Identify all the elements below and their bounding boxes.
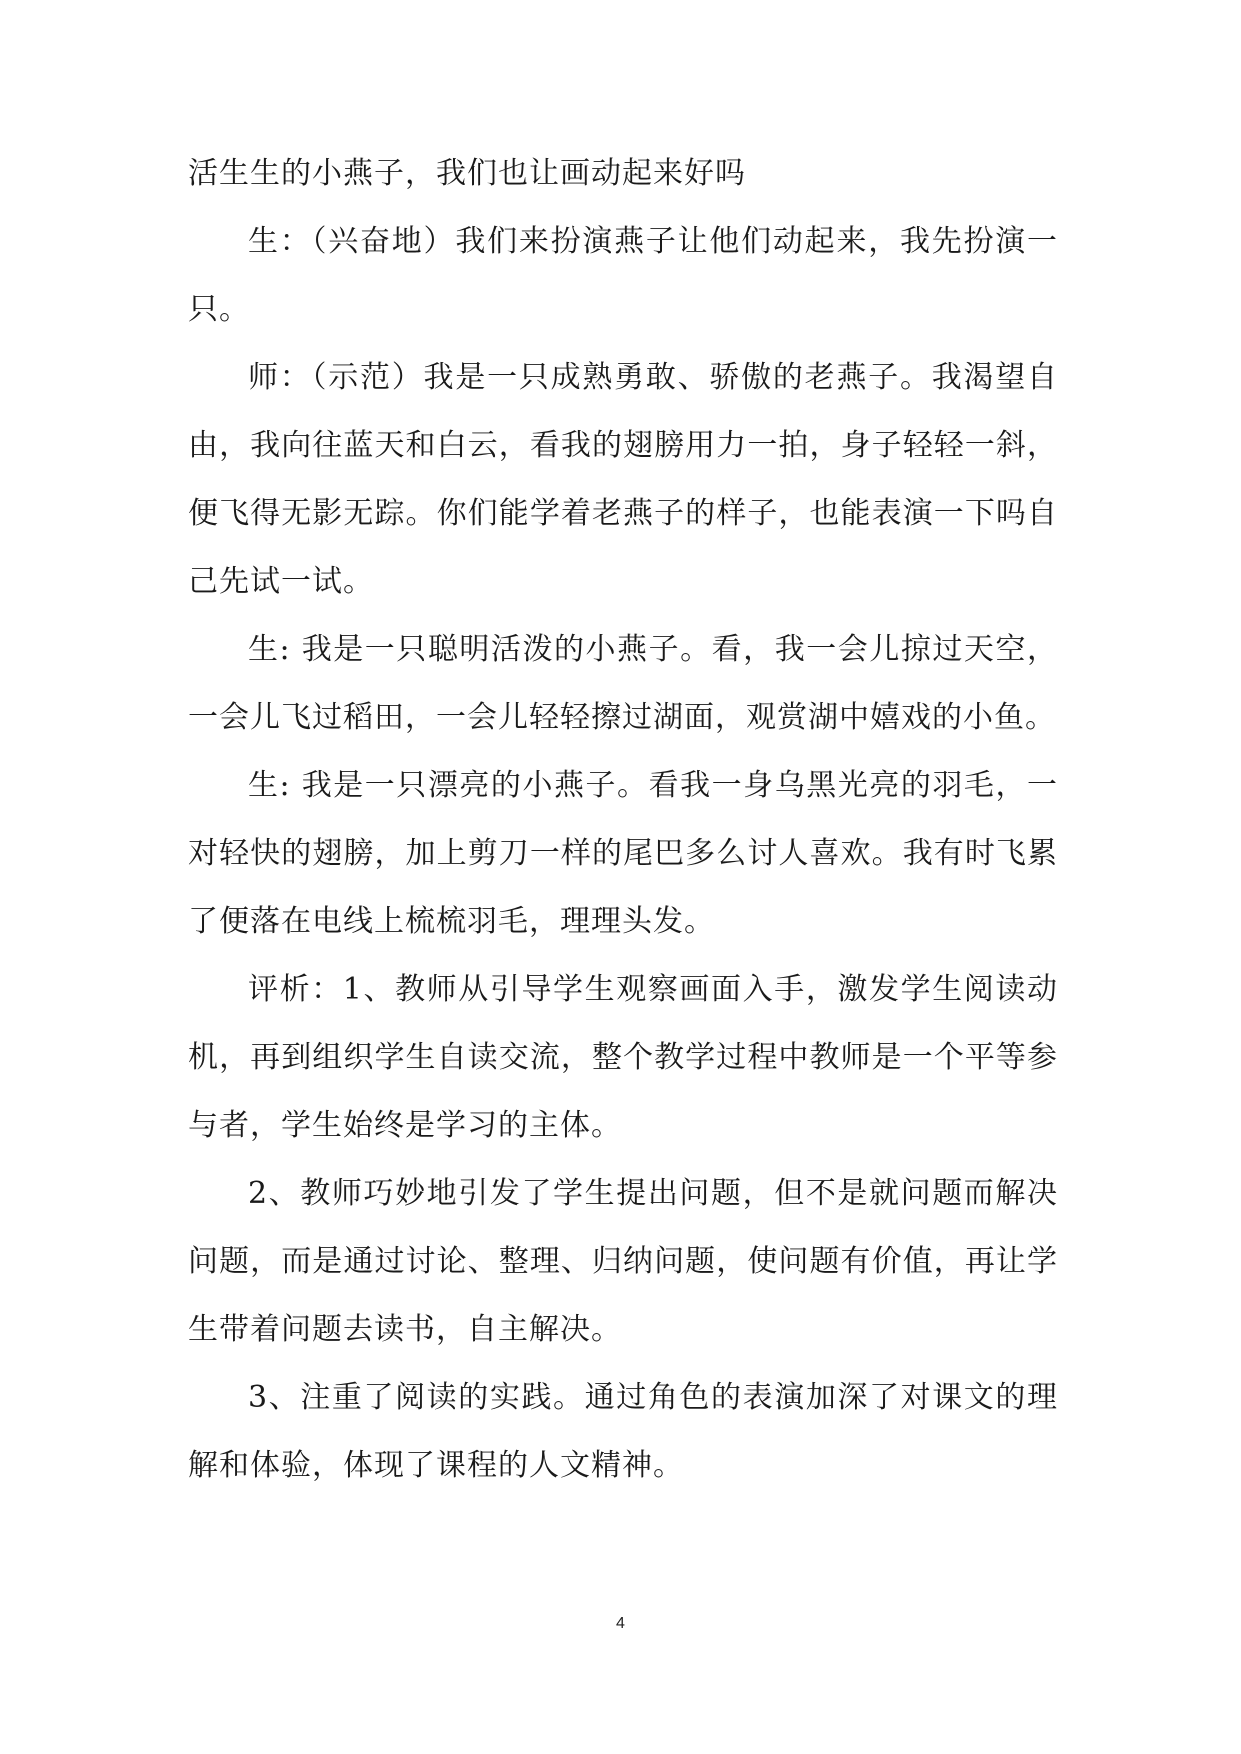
paragraph-continuation: 活生生的小燕子，我们也让画动起来好吗 (188, 156, 746, 191)
paragraph-student-2: 生: 我是一只聪明活泼的小燕子。看，我一会儿掠过天空，一会儿飞过稻田，一会儿轻轻擦过湖面，观赏湖中嬉戏的小鱼。 (188, 632, 1058, 735)
paragraph-student-3: 生: 我是一只漂亮的小燕子。看我一身乌黑光亮的羽毛，一对轻快的翅膀，加上剪刀一样的尾巴多么讨人喜欢。我有时飞累了便落在电线上梳梳羽毛，理理头发。 (188, 768, 1058, 939)
page-number: 4 (616, 1615, 625, 1632)
paragraph-commentary-2: 2、教师巧妙地引发了学生提出问题，但不是就问题而解决问题，而是通过讨论、整理、归纳问题，使问题有价值，再让学生带着问题去读书，自主解决。 (188, 1176, 1058, 1347)
paragraph-commentary-1: 评析：1、教师从引导学生观察画面入手，激发学生阅读动机，再到组织学生自读交流，整个教学过程中教师是一个平等参与者，学生始终是学习的主体。 (188, 972, 1058, 1143)
paragraph-student-1: 生：（兴奋地）我们来扮演燕子让他们动起来，我先扮演一只。 (188, 224, 1058, 327)
paragraph-commentary-3: 3、注重了阅读的实践。通过角色的表演加深了对课文的理解和体验，体现了课程的人文精神。 (188, 1380, 1058, 1483)
paragraph-teacher-demo: 师：（示范）我是一只成熟勇敢、骄傲的老燕子。我渴望自由，我向往蓝天和白云，看我的翅膀用力一拍，身子轻轻一斜，便飞得无影无踪。你们能学着老燕子的样子，也能表演一下吗自己先试一试。 (188, 360, 1058, 599)
document-body (188, 140, 1058, 1500)
